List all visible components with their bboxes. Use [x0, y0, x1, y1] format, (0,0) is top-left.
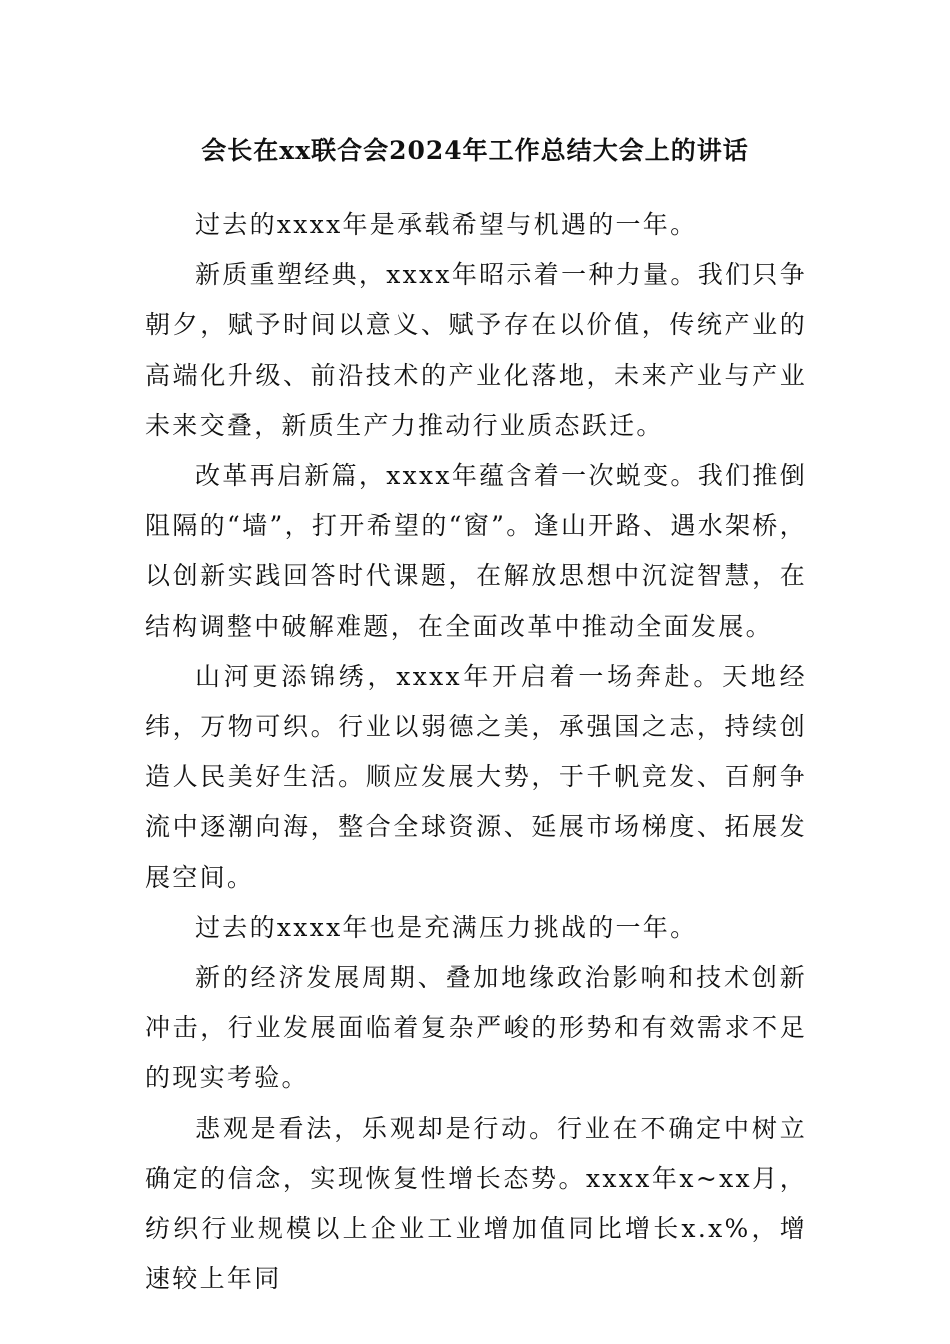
paragraph-7: 悲观是看法，乐观却是行动。行业在不确定中树立确定的信念，实现恢复性增长态势。xxxx年x~xx月，纺织行业规模以上企业工业增加值同比增长x.x%，增速较上年同	[145, 1113, 807, 1294]
document-title: 会长在xx联合会2024年工作总结大会上的讲话	[201, 136, 749, 165]
paragraph-4: 山河更添锦绣，xxxx年开启着一场奔赴。天地经纬，万物可织。行业以弱德之美，承强国之志，持续创造人民美好生活。顺应发展大势，于千帆竞发、百舸争流中逐潮向海，整合全球资源、延展市场梯度、拓展发展空间。	[145, 661, 807, 892]
document-body	[145, 200, 807, 1304]
paragraph-2: 新质重塑经典，xxxx年昭示着一种力量。我们只争朝夕，赋予时间以意义、赋予存在以价值，传统产业的高端化升级、前沿技术的产业化落地，未来产业与产业未来交叠，新质生产力推动行业质态跃迁。	[145, 260, 807, 440]
paragraph-6: 新的经济发展周期、叠加地缘政治影响和技术创新冲击，行业发展面临着复杂严峻的形势和有效需求不足的现实考验。	[145, 963, 807, 1093]
paragraph-3: 改革再启新篇，xxxx年蕴含着一次蜕变。我们推倒阻隔的“墙”，打开希望的“窗”。逢山开路、遇水架桥，以创新实践回答时代课题，在解放思想中沉淀智慧，在结构调整中破解难题，在全面改革中推动全面发展。	[145, 461, 807, 641]
paragraph-1: 过去的xxxx年是承载希望与机遇的一年。	[195, 210, 698, 239]
paragraph-5: 过去的xxxx年也是充满压力挑战的一年。	[195, 912, 698, 942]
